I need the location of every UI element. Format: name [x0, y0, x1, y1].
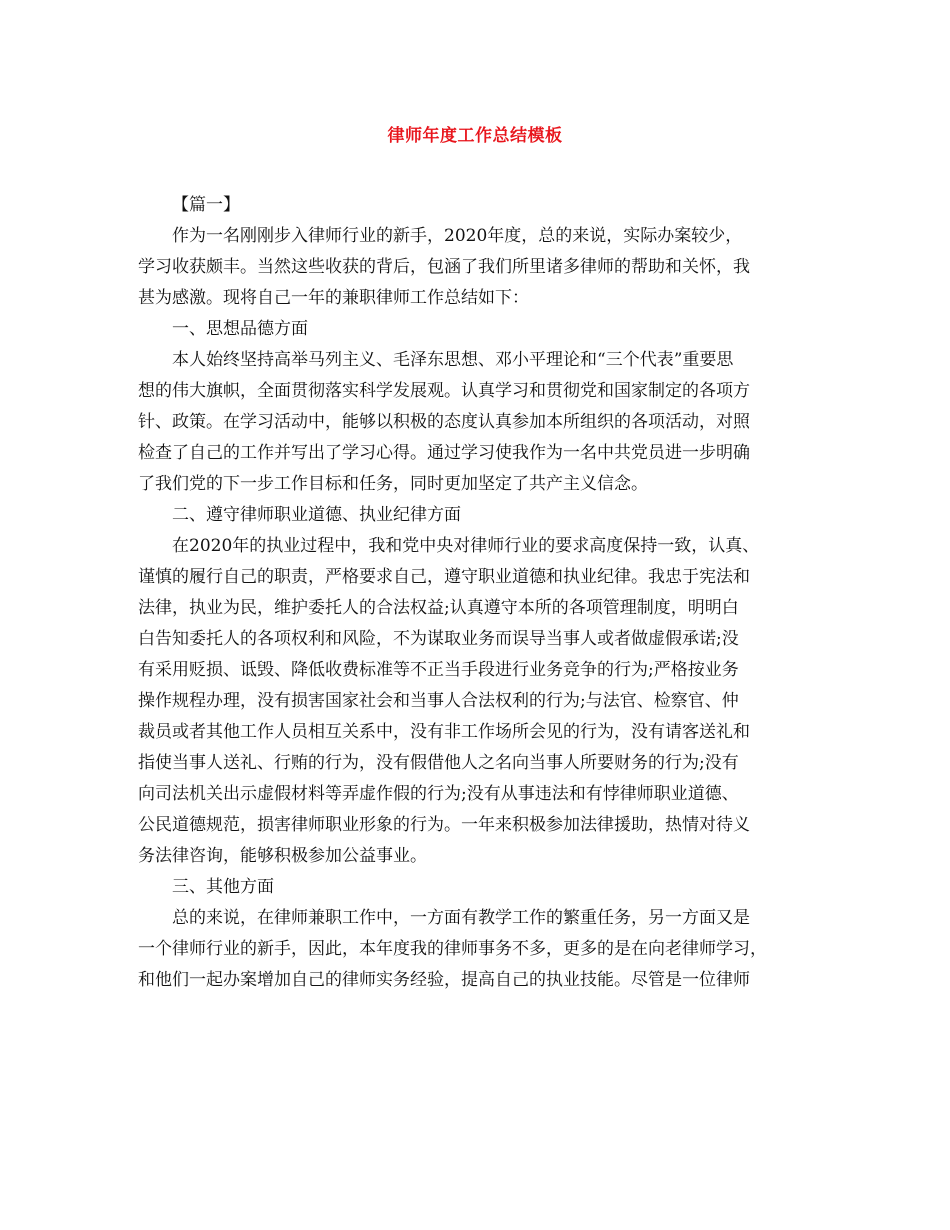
paragraph-line: 学习收获颇丰。当然这些收获的背后，包涵了我们所里诸多律师的帮助和关怀，我: [138, 257, 750, 277]
subsection-heading: 三、其他方面: [172, 877, 274, 897]
paragraph-line: 裁员或者其他工作人员相互关系中，没有非工作场所会见的行为，没有请客送礼和: [138, 722, 750, 742]
document-title: 律师年度工作总结模板: [387, 126, 563, 146]
paragraph-line: 本人始终坚持高举马列主义、毛泽东思想、邓小平理论和“三个代表”重要思: [172, 350, 734, 370]
paragraph-line: 法律，执业为民，维护委托人的合法权益;认真遵守本所的各项管理制度，明明白: [138, 598, 739, 618]
paragraph-line: 和他们一起办案增加自己的律师实务经验，提高自己的执业技能。尽管是一位律师: [138, 970, 750, 990]
paragraph-line: 白告知委托人的各项权利和风险，不为谋取业务而误导当事人或者做虚假承诺;没: [138, 629, 739, 649]
paragraph-line: 操作规程办理，没有损害国家社会和当事人合法权利的行为;与法官、检察官、仲: [138, 691, 739, 711]
paragraph-line: 公民道德规范，损害律师职业形象的行为。一年来积极参加法律援助，热情对待义: [138, 815, 750, 835]
paragraph-line: 想的伟大旗帜，全面贯彻落实科学发展观。认真学习和贯彻党和国家制定的各项方: [138, 381, 750, 401]
paragraph-line: 针、政策。在学习活动中，能够以积极的态度认真参加本所组织的各项活动，对照: [138, 412, 750, 432]
paragraph-line: 一个律师行业的新手，因此，本年度我的律师事务不多，更多的是在向老律师学习，: [138, 939, 767, 959]
paragraph-line: 作为一名刚刚步入律师行业的新手，2020年度，总的来说，实际办案较少，: [172, 226, 743, 246]
paragraph-line: 在2020年的执业过程中，我和党中央对律师行业的要求高度保持一致，认真、: [172, 536, 760, 556]
paragraph-line: 了我们党的下一步工作目标和任务，同时更加坚定了共产主义信念。: [138, 474, 648, 494]
paragraph-line: 谨慎的履行自己的职责，严格要求自己，遵守职业道德和执业纪律。我忠于宪法和: [138, 567, 750, 587]
document-body: [138, 190, 828, 996]
subsection-heading: 二、遵守律师职业道德、执业纪律方面: [172, 505, 461, 525]
paragraph-line: 总的来说，在律师兼职工作中，一方面有教学工作的繁重任务，另一方面又是: [172, 908, 750, 928]
paragraph-line: 检查了自己的工作并写出了学习心得。通过学习使我作为一名中共党员进一步明确: [138, 443, 750, 463]
paragraph-line: 有采用贬损、诋毁、降低收费标准等不正当手段进行业务竞争的行为;严格按业务: [138, 660, 739, 680]
paragraph-line: 指使当事人送礼、行贿的行为，没有假借他人之名向当事人所要财务的行为;没有: [138, 753, 739, 773]
paragraph-line: 向司法机关出示虚假材料等弄虚作假的行为;没有从事违法和有悖律师职业道德、: [138, 784, 739, 804]
paragraph-line: 甚为感激。现将自己一年的兼职律师工作总结如下：: [138, 288, 529, 308]
section-heading: 【篇一】: [172, 195, 240, 215]
subsection-heading: 一、思想品德方面: [172, 319, 308, 339]
paragraph-line: 务法律咨询，能够积极参加公益事业。: [138, 846, 427, 866]
